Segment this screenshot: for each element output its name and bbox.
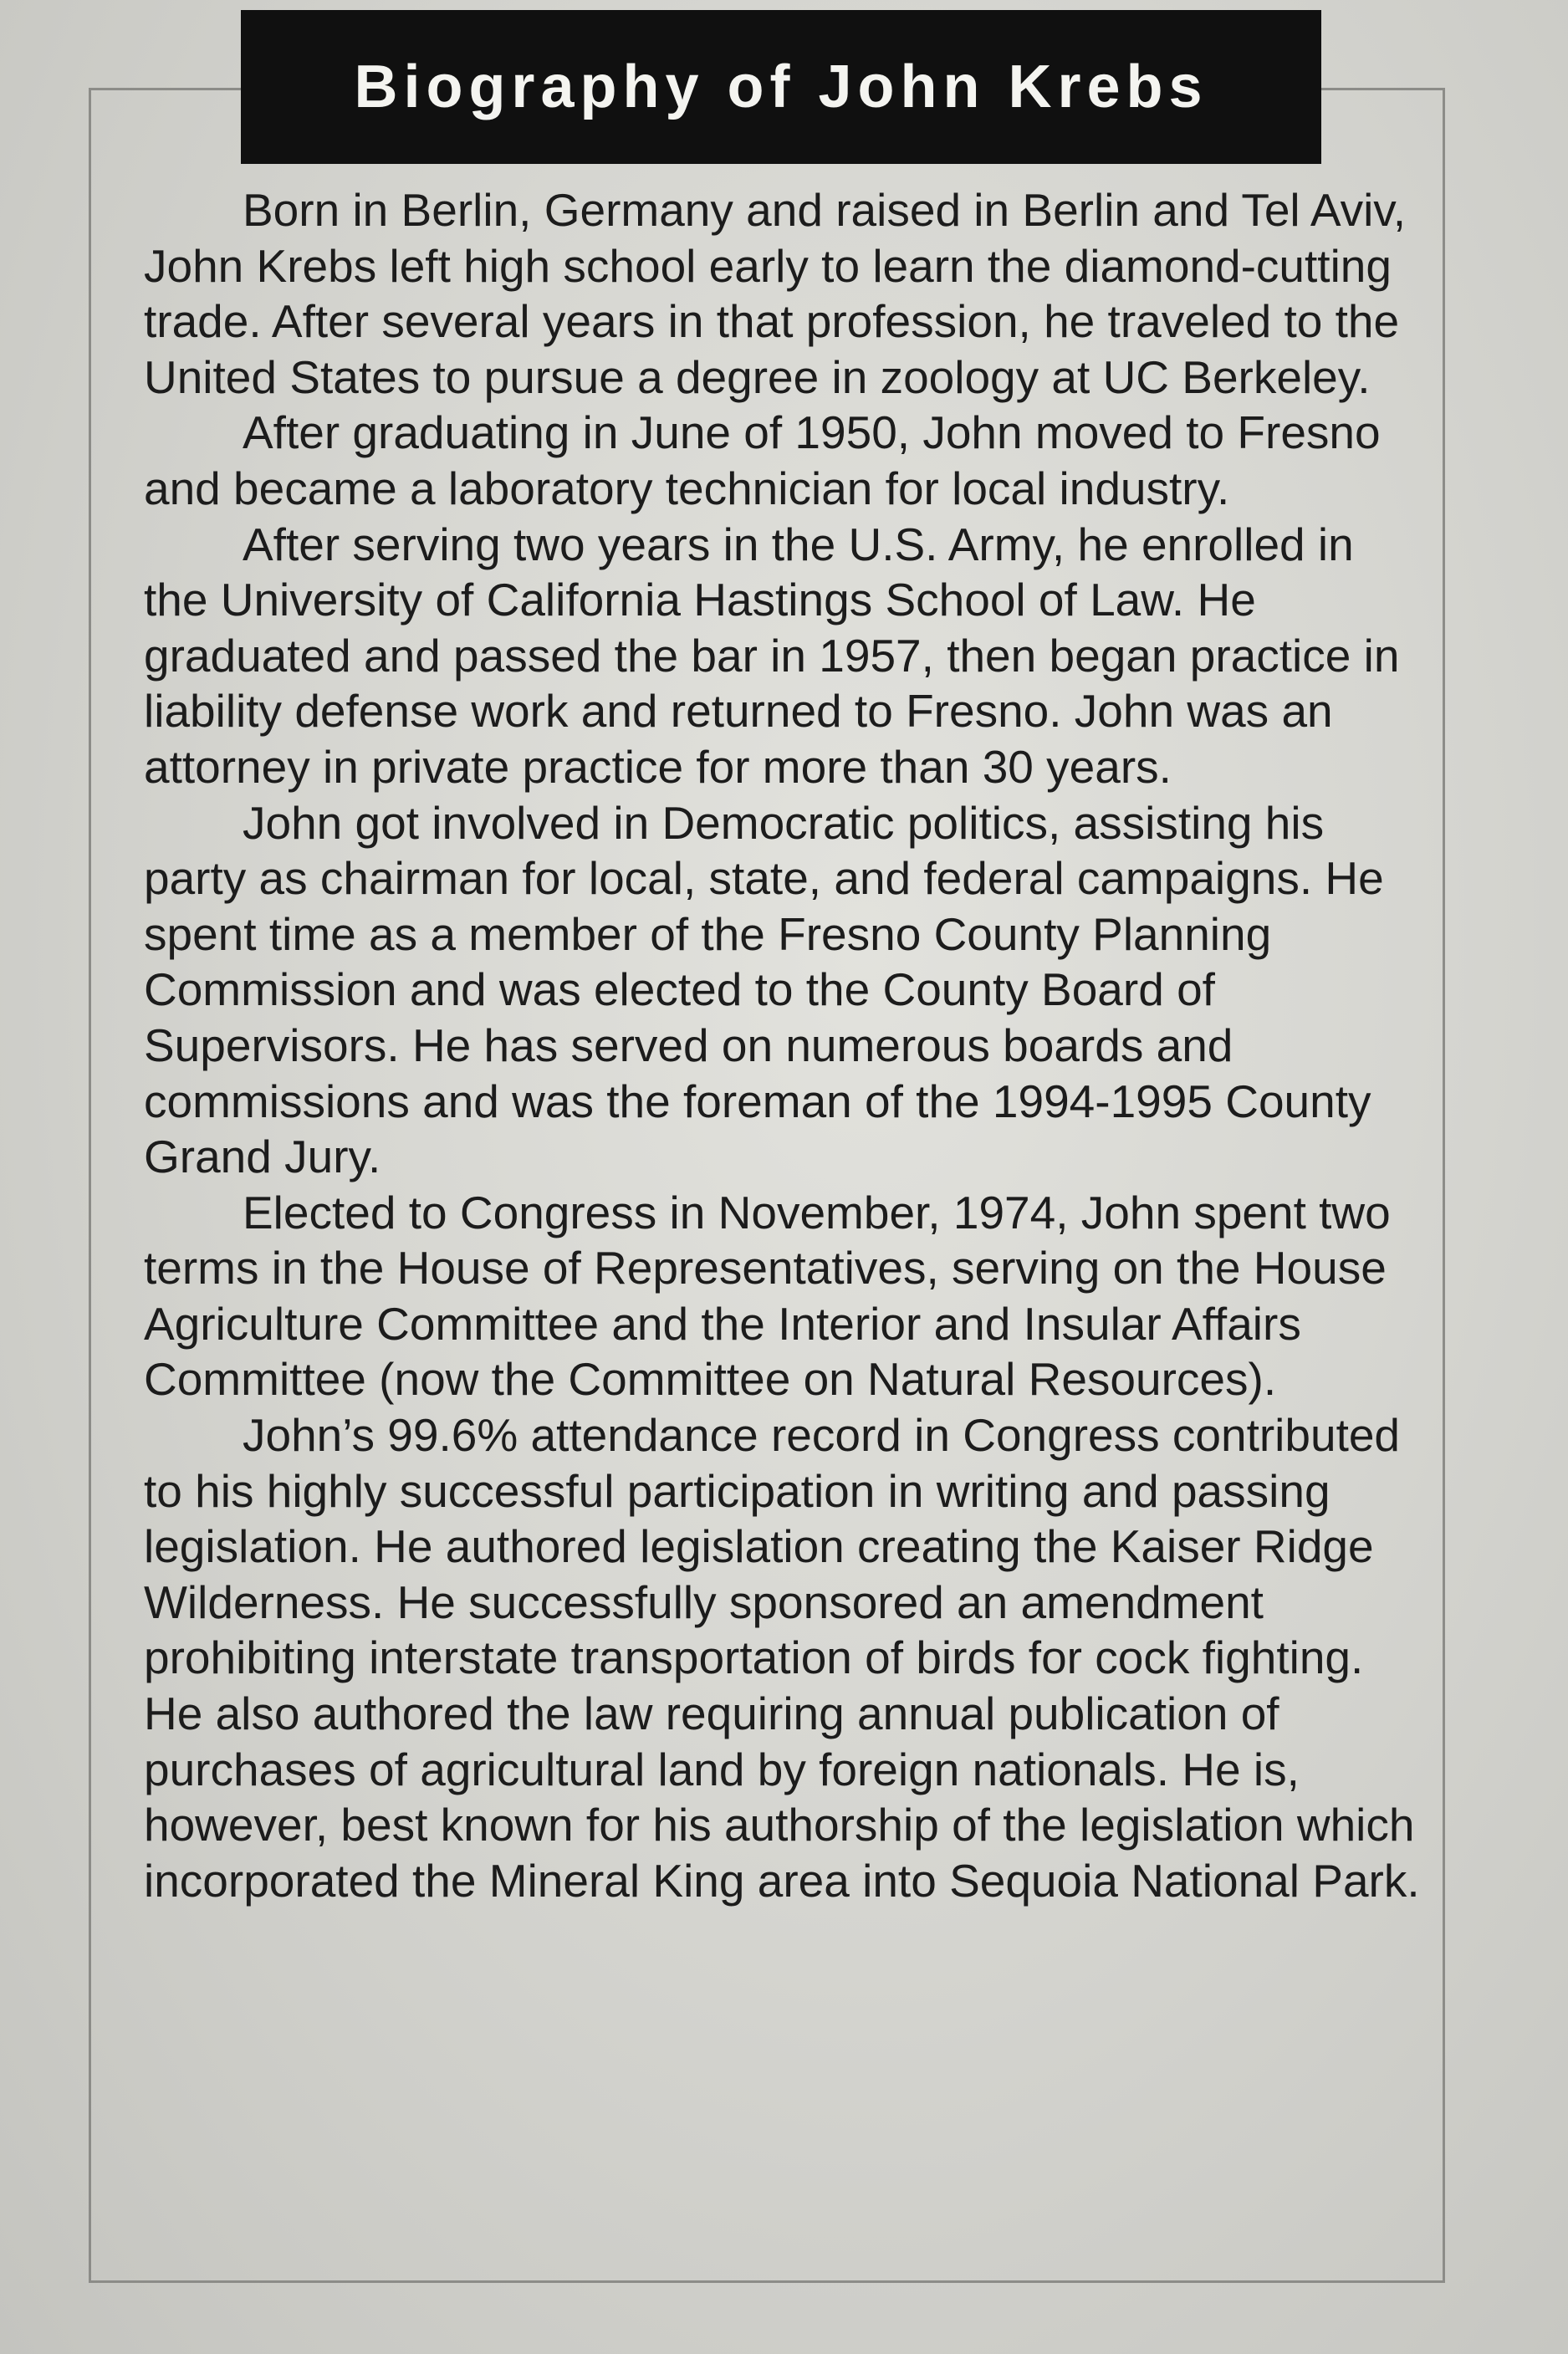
paragraph-congress: Elected to Congress in November, 1974, John spent two terms in the House of Representatives, serving on the House Agriculture Committee and the Interior and Insular Affairs Committee (now the Committee on Natural Resources).: [144, 1186, 1391, 1406]
title-banner: [241, 10, 1321, 164]
document-title: Biography of John Krebs: [354, 54, 1208, 120]
paragraph-legislation: John’s 99.6% attendance record in Congress contributed to his highly successful participation in writing and passing legislation. He authored legislation creating the Kaiser Ridge Wilderness. He successfully sponsored an amendment prohibiting interstate transportation of birds for cock fighting. He also authored the law requiring annual publication of purchases of agricultural land by foreign nationals. He is, however, best known for his authorship of the legislation which incorporated the Mineral King area into Sequoia National Park.: [144, 1409, 1420, 1907]
biography-body: [144, 182, 1423, 1908]
paragraph-early-life: Born in Berlin, Germany and raised in Berlin and Tel Aviv, John Krebs left high school early to learn the diamond-cutting trade. After several years in that profession, he traveled to the United States to pursue a degree in zoology at UC Berkeley.: [144, 184, 1407, 403]
paragraph-local-politics: John got involved in Democratic politics, assisting his party as chairman for local, state, and federal campaigns. He spent time as a member of the Fresno County Planning Commission and was elected to the County Board of Supervisors. He has served on numerous boards and commissions and was the foreman of the 1994-1995 County Grand Jury.: [144, 796, 1384, 1183]
paragraph-law-career: After serving two years in the U.S. Army, he enrolled in the University of California Hastings School of Law. He graduated and passed the bar in 1957, then began practice in liability defense work and returned to Fresno. John was an attorney in private practice for more than 30 years.: [144, 518, 1400, 793]
paragraph-fresno: After graduating in June of 1950, John moved to Fresno and became a laboratory technician for local industry.: [144, 406, 1381, 514]
